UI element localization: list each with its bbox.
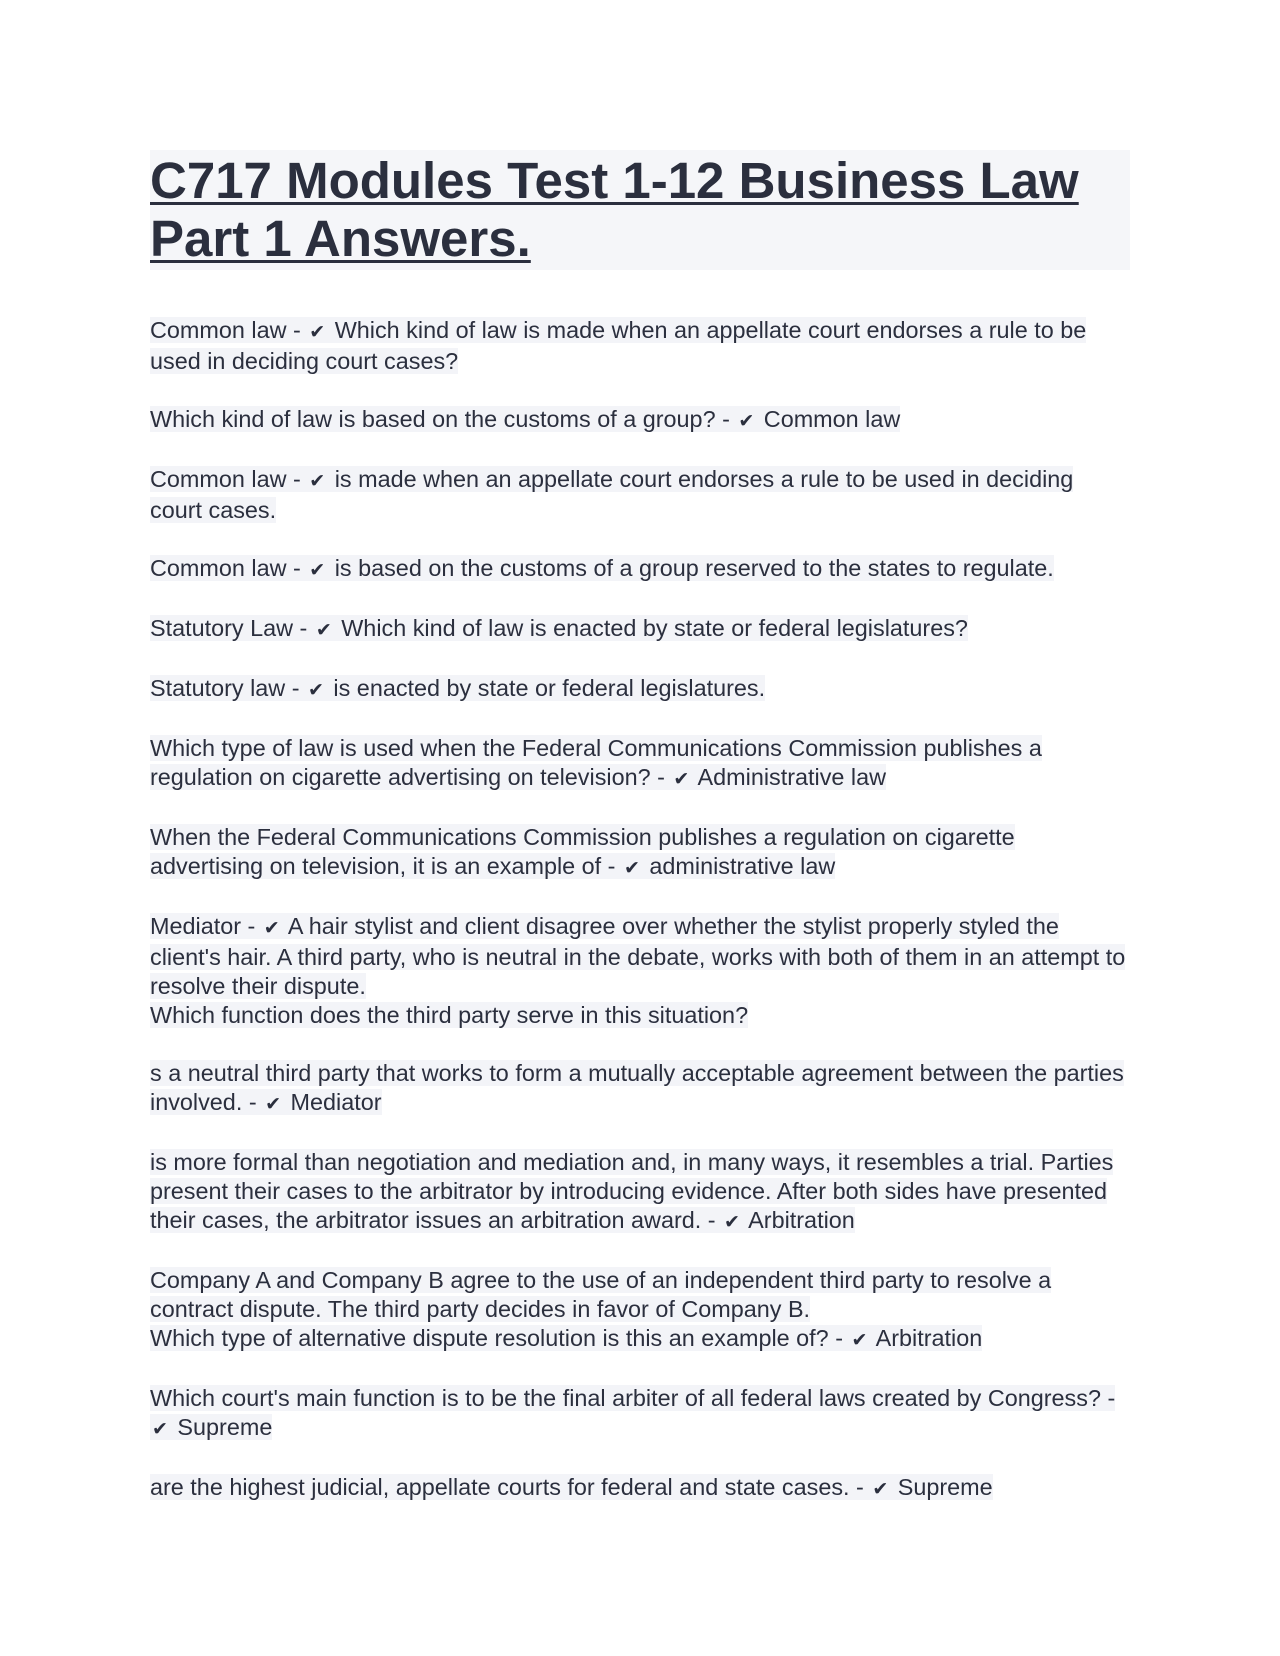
qa-entry-text	[150, 675, 765, 701]
qa-entry-answer: Arbitration	[742, 1207, 855, 1233]
check-mark-icon: ✔	[308, 679, 324, 701]
qa-entry-text	[150, 824, 1015, 879]
qa-entry-text	[150, 615, 968, 641]
qa-entry-answer: Arbitration	[870, 1325, 983, 1351]
qa-entry-prompt: Mediator -	[150, 913, 262, 939]
qa-entry-prompt: Statutory Law -	[150, 615, 314, 641]
qa-entry-prompt: Which type of law is used when the Federal Communications Commission publishes a regulation on cigarette advertising on television? -	[150, 735, 1042, 790]
qa-entry-prompt: Company A and Company B agree to the use of an independent third party to resolve a contract dispute. The third party decides in favor of Company B. Which type of alternative dispute resolution is this an example of? -	[150, 1267, 1052, 1351]
check-mark-icon: ✔	[309, 321, 326, 343]
qa-entry-prompt: s a neutral third party that works to form a mutually acceptable agreement between the parties involved. -	[150, 1060, 1124, 1115]
qa-entry-answer: Mediator	[284, 1089, 382, 1115]
title-block	[150, 150, 1130, 270]
check-mark-icon: ✔	[623, 857, 640, 879]
qa-entry-answer: Supreme	[170, 1414, 273, 1440]
check-mark-icon: ✔	[872, 1478, 889, 1500]
qa-entry-text	[150, 466, 1073, 523]
qa-entry-prompt: Common law -	[150, 555, 308, 581]
qa-entry-text	[150, 1385, 1115, 1440]
qa-entry-prompt: Which kind of law is based on the customs of a group? -	[150, 406, 737, 432]
check-mark-icon: ✔	[315, 619, 332, 641]
qa-entry-text	[150, 317, 1086, 374]
qa-entry	[150, 912, 1130, 1030]
qa-entry-answer: Common law	[757, 406, 901, 432]
qa-entry	[150, 1384, 1130, 1444]
check-mark-icon: ✔	[265, 1093, 282, 1115]
qa-entry-text	[150, 1267, 1051, 1351]
check-mark-icon: ✔	[851, 1329, 868, 1351]
check-mark-icon: ✔	[673, 768, 690, 790]
qa-entry	[150, 674, 1130, 705]
qa-entry-answer: is based on the customs of a group reserved to the states to regulate.	[328, 555, 1054, 581]
qa-entry-answer: Supreme	[891, 1474, 993, 1500]
qa-entry-prompt: Statutory law -	[150, 675, 306, 701]
qa-entry-text	[150, 406, 900, 432]
qa-entry-prompt: Common law -	[150, 317, 308, 343]
document-page	[150, 150, 1130, 1533]
qa-entry-answer: is made when an appellate court endorses a rule to be used in deciding court cases.	[150, 466, 1074, 523]
qa-entry-prompt: Which court's main function is to be the final arbiter of all federal laws created by Congress? -	[150, 1385, 1116, 1411]
qa-entry	[150, 614, 1130, 645]
qa-entry-text	[150, 1149, 1113, 1233]
qa-entry	[150, 823, 1130, 883]
check-mark-icon: ✔	[309, 559, 326, 581]
check-mark-icon: ✔	[263, 917, 280, 939]
qa-entry	[150, 316, 1130, 376]
qa-entry	[150, 1473, 1130, 1504]
qa-entry-text	[150, 735, 1042, 790]
qa-entry-prompt: When the Federal Communications Commission publishes a regulation on cigarette advertising on television, it is an example of -	[150, 824, 1015, 879]
qa-entry-prompt: are the highest judicial, appellate courts for federal and state cases. -	[150, 1474, 871, 1500]
qa-entry	[150, 1266, 1130, 1355]
check-mark-icon: ✔	[724, 1211, 740, 1233]
qa-entry	[150, 405, 1130, 436]
qa-entry-answer: Administrative law	[692, 764, 887, 790]
check-mark-icon: ✔	[309, 470, 326, 492]
qa-entries-list	[150, 316, 1130, 1504]
document-title: C717 Modules Test 1-12 Business Law Part 1 Answers.	[150, 152, 1079, 267]
qa-entry-answer: is enacted by state or federal legislatures.	[326, 675, 766, 701]
qa-entry-text	[150, 555, 1054, 581]
qa-entry-prompt: is more formal than negotiation and mediation and, in many ways, it resembles a trial. Parties present their cases to the arbitrator by introducing evidence. After both sides have presented their cases, the arbitrator issues an arbitration award. -	[150, 1149, 1114, 1233]
qa-entry	[150, 734, 1130, 794]
qa-entry-text	[150, 913, 1125, 1028]
qa-entry-answer: administrative law	[642, 853, 836, 879]
qa-entry-text	[150, 1474, 993, 1500]
qa-entry-prompt: Common law -	[150, 466, 308, 492]
qa-entry-answer: A hair stylist and client disagree over whether the stylist properly styled the client's hair. A third party, who is neutral in the debate, works with both of them in an attempt to resolve their dispute. Which function does the third party serve in this situation?	[150, 913, 1126, 1028]
qa-entry-answer: Which kind of law is made when an appellate court endorses a rule to be used in deciding court cases?	[150, 317, 1087, 374]
check-mark-icon: ✔	[738, 410, 755, 432]
qa-entry	[150, 554, 1130, 585]
qa-entry-answer: Which kind of law is enacted by state or federal legislatures?	[334, 615, 968, 641]
qa-entry	[150, 1059, 1130, 1119]
qa-entry	[150, 1148, 1130, 1237]
check-mark-icon: ✔	[152, 1418, 168, 1440]
qa-entry	[150, 465, 1130, 525]
qa-entry-text	[150, 1060, 1124, 1115]
